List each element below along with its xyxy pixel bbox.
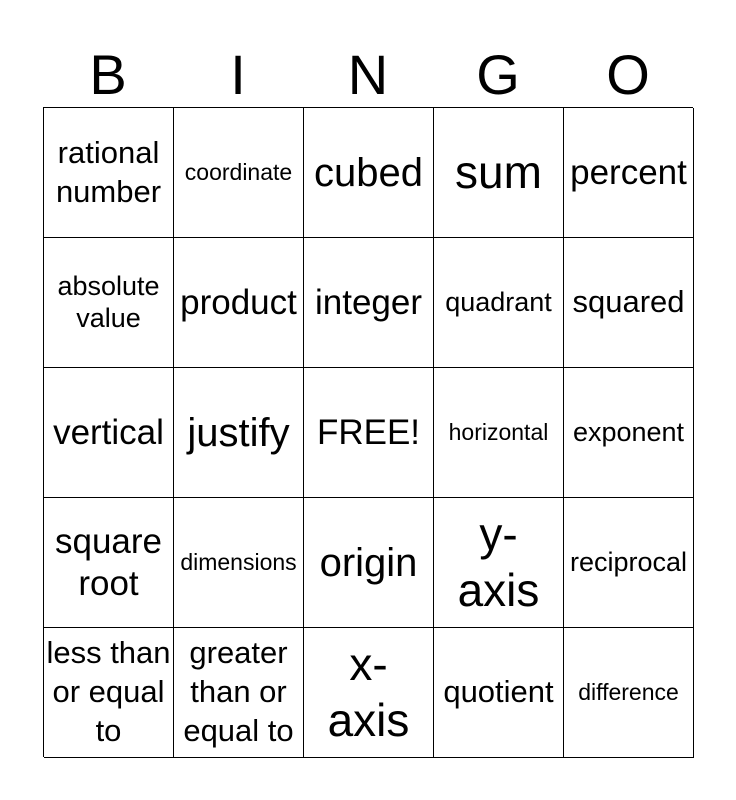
cell-label: rational number — [55, 134, 162, 209]
bingo-cell — [564, 498, 694, 628]
cell-label: coordinate — [184, 158, 293, 185]
bingo-cell — [434, 238, 564, 368]
cell-label: x-axis — [327, 638, 410, 746]
cell-label: less than or equal to — [46, 635, 171, 748]
bingo-cell — [174, 238, 304, 368]
cell-label: difference — [578, 678, 679, 705]
cell-label: squared — [572, 284, 685, 320]
bingo-header — [43, 42, 693, 108]
bingo-cell — [564, 368, 694, 498]
cell-label: quadrant — [445, 286, 552, 317]
header-letter-g: G — [476, 43, 520, 106]
cell-label: product — [180, 282, 297, 322]
bingo-cell — [174, 498, 304, 628]
header-letter-i: I — [230, 43, 246, 106]
bingo-cell — [44, 238, 174, 368]
cell-label: greater than or equal to — [183, 635, 294, 748]
cell-label: horizontal — [448, 418, 549, 445]
bingo-cell — [564, 238, 694, 368]
cell-label: exponent — [572, 416, 685, 447]
bingo-board — [43, 107, 693, 757]
bingo-cell — [564, 628, 694, 758]
bingo-cell — [304, 628, 434, 758]
header-letter-o: O — [606, 43, 650, 106]
header-letter-b: B — [89, 43, 127, 106]
cell-label: absolute value — [57, 271, 160, 333]
cell-label: justify — [187, 410, 290, 455]
cell-label: FREE! — [316, 412, 421, 452]
bingo-cell — [44, 368, 174, 498]
header-letter-n: N — [347, 43, 389, 106]
bingo-cell — [434, 498, 564, 628]
bingo-cell — [304, 368, 434, 498]
bingo-cell — [304, 108, 434, 238]
bingo-cell — [434, 108, 564, 238]
bingo-cell — [44, 108, 174, 238]
cell-label: percent — [570, 152, 687, 192]
bingo-cell — [44, 498, 174, 628]
bingo-cell — [564, 108, 694, 238]
bingo-cell — [174, 628, 304, 758]
cell-label: cubed — [314, 150, 423, 195]
cell-label: reciprocal — [569, 546, 688, 577]
cell-label: dimensions — [180, 548, 297, 575]
bingo-cell — [174, 108, 304, 238]
cell-label: square root — [54, 521, 163, 603]
bingo-cell — [434, 628, 564, 758]
cell-label: vertical — [53, 412, 164, 452]
bingo-cell — [44, 628, 174, 758]
cell-label: integer — [314, 282, 423, 322]
cell-label: y-axis — [457, 508, 540, 616]
cell-label: quotient — [443, 674, 554, 710]
cell-label: origin — [319, 540, 418, 585]
bingo-cell — [304, 498, 434, 628]
cell-label: sum — [455, 145, 542, 198]
bingo-cell — [174, 368, 304, 498]
bingo-cell — [304, 238, 434, 368]
bingo-cell — [434, 368, 564, 498]
